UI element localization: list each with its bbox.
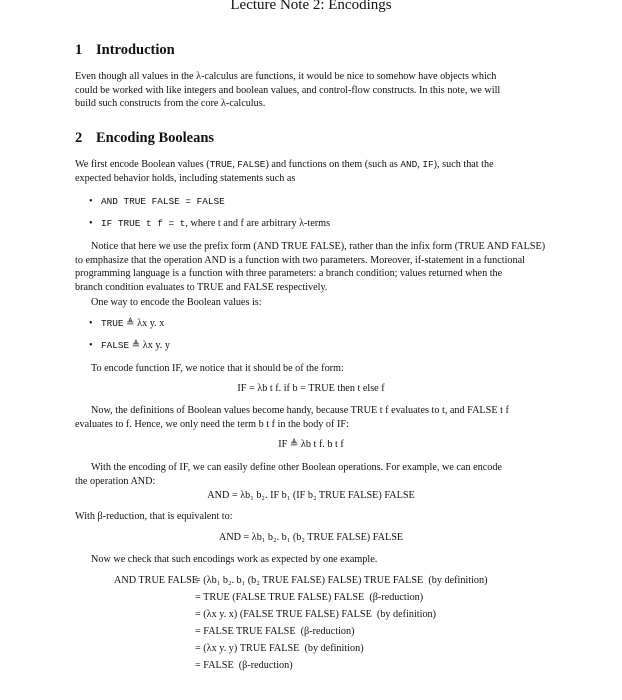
paragraph-line: to emphasize that the operation AND is a function with two parameters. Moreover, if-statement in a functional: [75, 254, 525, 266]
derivation-lhs: AND TRUE FALSE: [114, 575, 198, 586]
bullet-icon: •: [89, 196, 93, 207]
derivation-step: = (λb₁ b₂. b₁ (b₂ TRUE FALSE) FALSE) TRUE FALSE (by definition): [195, 575, 488, 586]
paragraph-line: With the encoding of IF, we can easily define other Boolean operations. For example, we can encode: [91, 462, 502, 473]
equation-and-reduced: AND = λb₁ b₂. b₁ (b₂ TRUE FALSE) FALSE: [218, 532, 404, 543]
paragraph-line: Notice that here we use the prefix form (AND TRUE FALSE), rather than the infix form (TRUE AND FALSE): [91, 241, 546, 252]
intro-line: Even though all values in the λ-calculus are functions, it would be nice to somehow have objects which: [75, 71, 497, 82]
section-title: Encoding Booleans: [96, 130, 215, 146]
paragraph-line: the operation AND:: [75, 475, 156, 487]
section-number: 1: [75, 42, 83, 58]
derivation-step: = (λx y. y) TRUE FALSE (by definition): [195, 643, 364, 654]
paragraph-definitions-handy: [75, 404, 551, 431]
bullet-item: [89, 196, 225, 207]
bullet-item: [89, 218, 330, 229]
derivation-step: = FALSE (β-reduction): [195, 660, 293, 671]
paragraph-one-way: One way to encode the Boolean values is:: [91, 297, 262, 308]
equation-if-form: IF = λb t f. if b = TRUE then t else f: [237, 383, 385, 394]
paragraph-check-example: Now we check that such encodings work as expected by one example.: [91, 554, 378, 565]
paragraph-and-operation: [75, 461, 551, 488]
section-number: 2: [75, 130, 83, 146]
bullet-item: [89, 340, 170, 351]
paragraph-line: We first encode Boolean values (TRUE, FALSE) and functions on them (such as AND, IF), such that the: [75, 159, 494, 170]
bullet-text: ≜ λx y. x: [126, 318, 165, 329]
equation-if-def: IF ≜ λb t f. b t f: [278, 439, 344, 450]
bullet-text: FALSE: [101, 340, 130, 351]
paragraph-prefix-form: [75, 240, 551, 294]
bullet-text: IF TRUE t f = t: [101, 218, 186, 229]
intro-paragraph: [75, 70, 551, 111]
paragraph-line: programming language is a function with three parameters: a branch condition; values returned when the: [75, 268, 503, 280]
bullet-icon: •: [89, 318, 93, 329]
equation-and-if: AND = λb₁ b₂. IF b₁ (IF b₂ TRUE FALSE) FALSE: [207, 490, 415, 501]
bullet-text: AND TRUE FALSE = FALSE: [101, 196, 225, 207]
intro-line: build such constructs from the core λ-calculus.: [75, 98, 266, 110]
paragraph-line: evaluates to f. Hence, we only need the term b t f in the body of IF:: [75, 418, 349, 430]
bullet-item: [89, 318, 164, 329]
bullet-text: TRUE: [101, 318, 124, 329]
derivation-step: = (λx y. x) (FALSE TRUE FALSE) FALSE (by definition): [195, 609, 437, 620]
derivation-step: = FALSE TRUE FALSE (β-reduction): [195, 626, 355, 637]
paragraph-encode-intro: [75, 158, 551, 185]
section-heading-introduction: [75, 42, 175, 59]
bullet-text: , where t and f are arbitrary λ-terms: [185, 218, 331, 229]
bullet-icon: •: [89, 340, 93, 351]
paragraph-beta-reduction: With β-reduction, that is equivalent to:: [75, 511, 233, 522]
bullet-icon: •: [89, 218, 93, 229]
section-heading-encoding-booleans: [75, 130, 214, 147]
paragraph-line: branch condition evaluates to TRUE and FALSE respectively.: [75, 281, 328, 293]
intro-line: could be worked with like integers and boolean values, and control-flow constructs. In this note, we will: [75, 84, 501, 96]
paragraph-line: expected behavior holds, including statements such as: [75, 172, 296, 184]
paragraph-encode-if: To encode function IF, we notice that it should be of the form:: [91, 363, 344, 374]
paragraph-line: Now, the definitions of Boolean values become handy, because TRUE t f evaluates to t, and FALSE t f: [91, 405, 509, 416]
section-title: Introduction: [96, 42, 175, 58]
page-title: Lecture Note 2: Encodings: [230, 0, 392, 13]
bullet-text: ≜ λx y. y: [131, 340, 170, 351]
derivation-step: = TRUE (FALSE TRUE FALSE) FALSE (β-reduction): [195, 592, 424, 603]
